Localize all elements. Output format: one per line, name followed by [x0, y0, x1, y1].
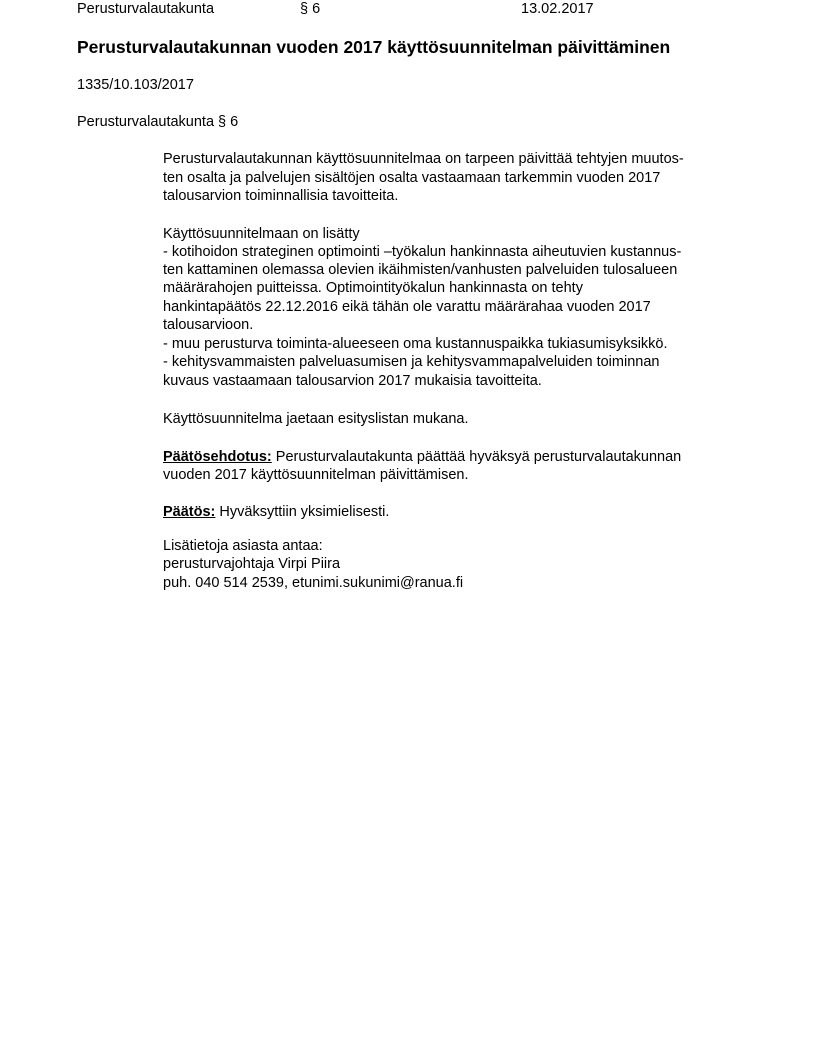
header-section: § 6	[300, 1, 321, 17]
text-line: talousarvion toiminnallisia tavoitteita.	[163, 188, 399, 204]
text-line: talousarvioon.	[163, 317, 254, 333]
text-line: Käyttösuunnitelmaan on lisätty	[163, 226, 360, 242]
text-line: - kotihoidon strateginen optimointi –työkalun hankinnasta aiheutuvien kustannus-	[163, 244, 682, 260]
text-line: Perusturvalautakunnan käyttösuunnitelmaa on tarpeen päivittää tehtyjen muutos-	[163, 151, 684, 167]
text-line: Lisätietoja asiasta antaa:	[163, 538, 323, 554]
text-line: ten osalta ja palvelujen sisältöjen osalta vastaamaan tarkemmin vuoden 2017	[163, 170, 661, 186]
header-board: Perusturvalautakunta	[77, 1, 215, 17]
text-line: perusturvajohtaja Virpi Piira	[163, 556, 341, 572]
decision-text: Hyväksyttiin yksimielisesti.	[215, 504, 390, 520]
text-line: puh. 040 514 2539, etunimi.sukunimi@ranua.fi	[163, 575, 464, 591]
text-line: kuvaus vastaamaan talousarvion 2017 mukaisia tavoitteita.	[163, 373, 542, 389]
text-line: hankintapäätös 22.12.2016 eikä tähän ole varattu määrärahaa vuoden 2017	[163, 299, 651, 315]
decision	[163, 503, 389, 521]
proposal-label: Päätösehdotus:	[163, 449, 272, 465]
header-date: 13.02.2017	[521, 1, 594, 17]
section-label: Perusturvalautakunta § 6	[77, 114, 239, 130]
diary-number: 1335/10.103/2017	[77, 77, 194, 93]
text-line: ten kattaminen olemassa olevien ikäihmisten/vanhusten palveluiden tulosalueen	[163, 262, 678, 278]
proposal-text-cont: vuoden 2017 käyttösuunnitelman päivittämisen.	[163, 467, 469, 483]
distribution-note: Käyttösuunnitelma jaetaan esityslistan mukana.	[163, 411, 469, 427]
document-title: Perusturvalautakunnan vuoden 2017 käyttösuunnitelman päivittäminen	[77, 37, 671, 57]
text-line: - muu perusturva toiminta-alueeseen oma kustannuspaikka tukiasumisyksikkö.	[163, 336, 668, 352]
decision-label: Päätös:	[163, 504, 216, 520]
text-line: määrärahojen puitteissa. Optimointityökalun hankinnasta on tehty	[163, 280, 583, 296]
text-line: - kehitysvammaisten palveluasumisen ja kehitysvammapalveluiden toiminnan	[163, 354, 660, 370]
proposal-text: Perusturvalautakunta päättää hyväksyä perusturvalautakunnan	[271, 449, 682, 465]
